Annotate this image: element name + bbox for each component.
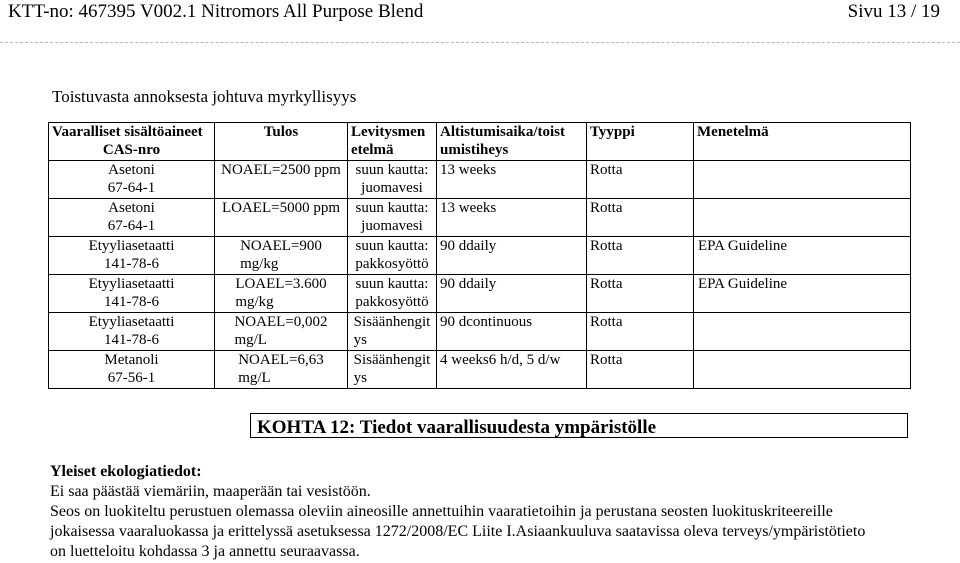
route-cell: [348, 313, 437, 351]
table-row: [49, 199, 911, 237]
cas-number: 141-78-6: [104, 293, 159, 310]
toxicity-table: [48, 122, 911, 389]
document-header-title: KTT-no: 467395 V002.1 Nitromors All Purpose Blend: [8, 1, 424, 22]
ecology-text-line: jokaisessa vaaraluokassa ja erittelyssä asetuksessa 1272/2008/EC Liite I.Asiaankuuluva saatavissa oleva terveys/ympäristötieto: [50, 523, 866, 540]
result-cell: [215, 351, 348, 389]
result-line2: mg/kg: [240, 255, 279, 272]
result-cell: [215, 275, 348, 313]
exposure-cell: 4 weeks6 h/d, 5 d/w: [437, 351, 587, 389]
section-heading: KOHTA 12: Tiedot vaarallisuudesta ympäristölle: [250, 413, 908, 438]
method-cell: EPA Guideline: [694, 275, 911, 313]
result-value: [240, 238, 322, 273]
route-line2: pakkosyöttö: [355, 293, 429, 310]
col-header-route-line1: Levitysmen: [351, 124, 426, 140]
result-cell: [215, 199, 348, 237]
route-line2: pakkosyöttö: [355, 255, 429, 272]
table-header-row: [49, 123, 911, 161]
route-cell: [348, 275, 437, 313]
exposure-cell: 13 weeks: [437, 199, 587, 237]
result-line1: NOAEL=900: [240, 238, 322, 254]
col-header-result: [215, 123, 348, 161]
col-header-type-label: Tyyppi: [590, 124, 635, 140]
substance-name: Etyyliasetaatti: [88, 238, 175, 254]
col-header-substance-line1: Vaaralliset sisältöaineet: [52, 124, 203, 140]
route-line2: ys: [353, 331, 368, 348]
col-header-substance-line2: CAS-nro: [102, 141, 161, 158]
route-cell: [348, 351, 437, 389]
substance-cell: [49, 237, 215, 275]
col-header-route: [348, 123, 437, 161]
result-line1: NOAEL=6,63: [238, 352, 324, 368]
method-cell: EPA Guideline: [694, 237, 911, 275]
substance-cell: [49, 161, 215, 199]
result-line2: mg/L: [234, 331, 267, 348]
result-line2: mg/L: [238, 369, 271, 386]
route-line2: ys: [353, 369, 368, 386]
col-header-exposure-line2: umistiheys: [440, 141, 509, 158]
cas-number: 67-56-1: [107, 369, 156, 386]
substance-cell: [49, 351, 215, 389]
method-cell: [694, 313, 911, 351]
result-value: LOAEL=5000 ppm: [221, 200, 341, 216]
result-value: NOAEL=2500 ppm: [221, 162, 341, 178]
substance-name: Metanoli: [104, 352, 159, 368]
route-value: [354, 314, 431, 349]
route-cell: [348, 199, 437, 237]
route-line2: juomavesi: [361, 179, 423, 196]
result-line1: LOAEL=3.600: [235, 276, 327, 292]
table-row: [49, 313, 911, 351]
header-divider: [0, 42, 960, 43]
table-row: [49, 275, 911, 313]
substance-name: Etyyliasetaatti: [88, 314, 175, 330]
col-header-exposure-line1: Altistumisaika/toist: [440, 124, 566, 140]
route-value: [354, 352, 431, 387]
route-cell: [348, 161, 437, 199]
type-cell: Rotta: [587, 161, 694, 199]
col-header-method-label: Menetelmä: [697, 124, 769, 140]
result-line2: mg/kg: [235, 293, 274, 310]
result-line1: NOAEL=0,002: [234, 314, 328, 330]
ecology-text-line: Seos on luokiteltu perustuen olemassa oleviin aineosille annettuihin vaaratietoihin ja perustana seosten luokituskriteereille: [50, 503, 833, 520]
route-line2: juomavesi: [361, 217, 423, 234]
result-value: [235, 276, 326, 311]
cas-number: 141-78-6: [104, 331, 159, 348]
type-cell: Rotta: [587, 313, 694, 351]
page-number: Sivu 13 / 19: [847, 1, 940, 22]
route-line1: suun kautta:: [355, 162, 429, 178]
subsection-title: Toistuvasta annoksesta johtuva myrkyllisyys: [52, 87, 357, 106]
col-header-exposure: [437, 123, 587, 161]
cas-number: 141-78-6: [104, 255, 159, 272]
exposure-cell: 90 ddaily: [437, 275, 587, 313]
result-value: [234, 314, 327, 349]
type-cell: Rotta: [587, 351, 694, 389]
result-cell: [215, 237, 348, 275]
col-header-type: [587, 123, 694, 161]
result-value: [238, 352, 324, 387]
ecology-heading: Yleiset ekologiatiedot:: [50, 463, 202, 480]
substance-cell: [49, 313, 215, 351]
exposure-cell: 13 weeks: [437, 161, 587, 199]
exposure-cell: 90 ddaily: [437, 237, 587, 275]
method-cell: [694, 351, 911, 389]
ecology-text-line: Ei saa päästää viemäriin, maaperään tai vesistöön.: [50, 483, 371, 500]
cas-number: 67-64-1: [107, 179, 156, 196]
route-cell: [348, 237, 437, 275]
col-header-substance: [49, 123, 215, 161]
col-header-route-line2: etelmä: [351, 141, 394, 158]
table-row: [49, 161, 911, 199]
col-header-result-label: Tulos: [263, 124, 299, 140]
type-cell: Rotta: [587, 237, 694, 275]
route-line1: Sisäänhengit: [353, 314, 431, 330]
substance-cell: [49, 275, 215, 313]
cas-number: 67-64-1: [107, 217, 156, 234]
result-cell: [215, 313, 348, 351]
col-header-method: [694, 123, 911, 161]
method-cell: [694, 199, 911, 237]
route-line1: suun kautta:: [355, 200, 429, 216]
route-line1: suun kautta:: [355, 238, 429, 254]
result-cell: [215, 161, 348, 199]
table-row: [49, 351, 911, 389]
substance-name: Asetoni: [108, 200, 155, 216]
exposure-cell: 90 dcontinuous: [437, 313, 587, 351]
ecology-text-line: on luetteloitu kohdassa 3 ja annettu seuraavassa.: [50, 543, 360, 560]
substance-name: Etyyliasetaatti: [88, 276, 175, 292]
substance-cell: [49, 199, 215, 237]
type-cell: Rotta: [587, 199, 694, 237]
method-cell: [694, 161, 911, 199]
route-line1: Sisäänhengit: [353, 352, 431, 368]
table-row: [49, 237, 911, 275]
substance-name: Asetoni: [108, 162, 155, 178]
type-cell: Rotta: [587, 275, 694, 313]
route-line1: suun kautta:: [355, 276, 429, 292]
